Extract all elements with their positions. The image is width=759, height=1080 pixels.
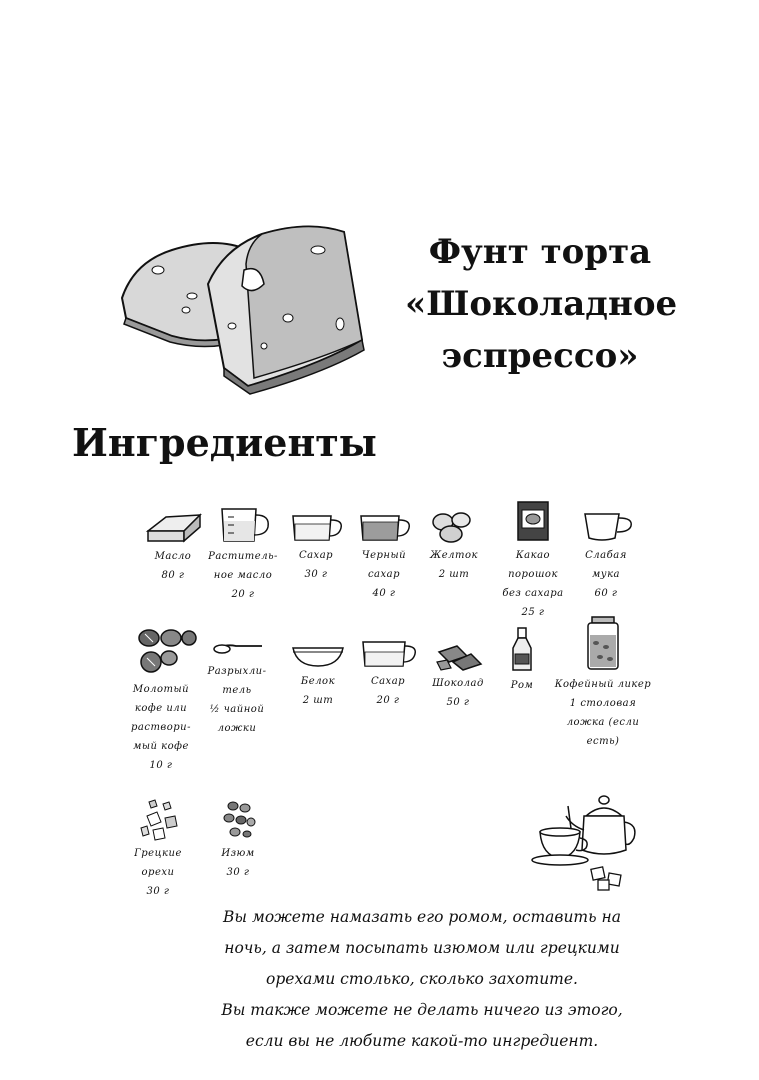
ingredient-label-line: мука: [591, 569, 621, 580]
ingredient-label-line: 25 г: [521, 607, 545, 618]
ingredient-label-line: 2 шт: [302, 695, 334, 706]
ingredient-label-line: 20 г: [231, 589, 255, 600]
egg-yolk-icon: [423, 508, 485, 544]
egg-white-bowl-icon: [287, 642, 349, 670]
ingredient-label-line: Разрыхли-: [207, 666, 267, 677]
ingredient-label-line: Желток: [430, 550, 478, 561]
ingredient-label-line: без сахара: [502, 588, 564, 599]
recipe-title: [405, 226, 678, 382]
ingredient-label-line: 40 г: [372, 588, 396, 599]
ingredient-flour: [560, 508, 652, 603]
ingredient-label-line: кофе или: [134, 703, 188, 714]
ingredient-label-line: порошок: [508, 569, 558, 580]
ingredient-label-line: орехи: [141, 867, 175, 878]
note-line: орехами столько, сколько захотите.: [266, 970, 578, 988]
note-line: если вы не любите какой-то ингредиент.: [245, 1032, 599, 1050]
raisins-icon: [207, 796, 269, 842]
ingredient-label-line: 10 г: [149, 760, 173, 771]
note-line: Вы также можете не делать ничего из этого,: [221, 1001, 623, 1019]
ingredient-label-line: Какао: [515, 550, 551, 561]
ingredient-label-line: Слабая: [585, 550, 627, 561]
ingredient-label-line: тель: [222, 685, 252, 696]
ingredient-label-line: Черный: [361, 550, 407, 561]
ingredient-label-line: раствори-: [130, 722, 191, 733]
recipe-title-line-1: Фунт торта: [428, 232, 652, 272]
ingredient-label-line: 20 г: [376, 695, 400, 706]
ingredient-label-line: Масло: [154, 551, 192, 562]
note-line: Вы можете намазать его ромом, оставить на: [223, 908, 621, 926]
ingredient-label-line: 60 г: [594, 588, 618, 599]
ingredient-label-line: Сахар: [298, 550, 334, 561]
ingredient-label-line: 30 г: [304, 569, 328, 580]
ingredient-label-line: Ром: [510, 680, 534, 691]
recipe-title-line-3: эспрессо»: [441, 336, 639, 376]
ingredient-label-line: Раститель-: [208, 551, 278, 562]
ingredient-label-line: Белок: [300, 676, 336, 687]
walnuts-icon: [127, 796, 189, 842]
ingredient-label-line: 50 г: [446, 697, 470, 708]
ingredient-label-line: Кофейный ликер: [554, 679, 652, 690]
note-line: ночь, а затем посыпать изюмом или грецкими: [224, 939, 620, 957]
ingredient-coffee-liqueur: [553, 615, 653, 751]
ingredient-label-line: 1 столовая: [569, 698, 637, 709]
brown-sugar-cup-icon: [353, 510, 415, 544]
ingredient-baking-powder: [191, 640, 283, 738]
flour-cup-icon: [575, 508, 637, 544]
recipe-title-line-2: «Шоколадное: [405, 284, 678, 324]
ingredient-label-line: ½ чайной: [209, 704, 265, 715]
teaspoon-icon: [206, 640, 268, 660]
ingredient-label-line: 80 г: [161, 570, 185, 581]
ingredient-label-line: сахар: [367, 569, 401, 580]
ingredient-label-line: ное масло: [213, 570, 273, 581]
ingredient-label-line: Молотый: [132, 684, 190, 695]
recipe-note: [212, 902, 632, 1057]
ingredient-label-line: 30 г: [146, 886, 170, 897]
butter-icon: [142, 505, 204, 545]
ingredients-heading: Ингредиенты: [72, 420, 377, 465]
ingredient-label-line: 2 шт: [438, 569, 470, 580]
ingredient-label-line: Изюм: [221, 848, 255, 859]
ingredient-label-line: есть): [586, 736, 620, 747]
cake-slices-illustration: [112, 214, 382, 396]
ingredient-label-line: ложка (если: [566, 717, 640, 728]
ingredient-label-line: 30 г: [226, 867, 250, 878]
rum-bottle-icon: [491, 626, 553, 674]
ingredient-walnuts: [112, 796, 204, 901]
ingredient-label-line: ложки: [217, 723, 257, 734]
measuring-cup-icon: [212, 503, 274, 545]
ingredient-label-line: Грецкие: [134, 848, 182, 859]
ingredient-label-line: мый кофе: [133, 741, 189, 752]
ingredient-raisins: [192, 796, 284, 882]
liqueur-jar-icon: [572, 615, 634, 673]
teapot-and-cup-illustration: [528, 790, 640, 894]
cocoa-box-icon: [502, 498, 564, 544]
coffee-beans-icon: [125, 626, 197, 678]
ingredient-label-line: Сахар: [370, 676, 406, 687]
ingredient-label-line: Шоколад: [432, 678, 484, 689]
